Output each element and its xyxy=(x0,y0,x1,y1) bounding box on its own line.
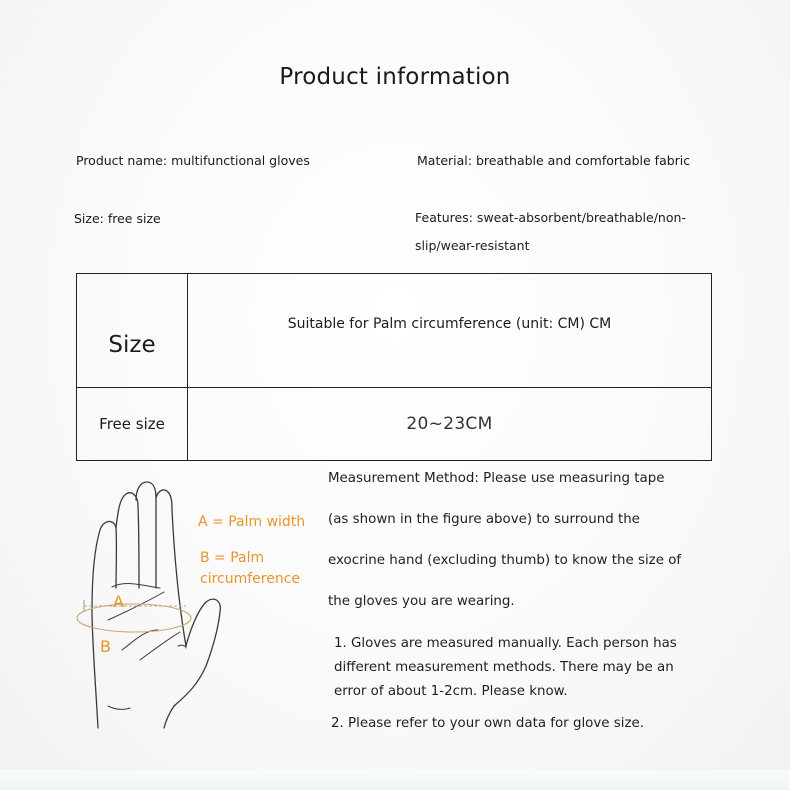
header-circumference-cell: Suitable for Palm circumference (unit: CM) CM xyxy=(188,274,712,388)
measurement-method-text xyxy=(328,458,728,622)
note-1-line: 1. Gloves are measured manually. Each person has xyxy=(334,636,677,651)
bottom-band xyxy=(0,770,790,790)
measurement-line: the gloves you are wearing. xyxy=(328,594,515,609)
label-palm-circumference-2: circumference xyxy=(200,571,301,587)
note-2: 2. Please refer to your own data for glove size. xyxy=(331,716,644,731)
label-palm-circumference-1: B = Palm xyxy=(200,550,265,566)
table-row xyxy=(77,388,712,461)
size-text: Size: free size xyxy=(74,211,161,226)
hand-measurement-diagram xyxy=(70,470,320,730)
marker-a: A xyxy=(113,592,124,611)
features-line-2: slip/wear-resistant xyxy=(415,238,530,253)
label-palm-width: A = Palm width xyxy=(198,514,306,530)
note-1-line: different measurement methods. There may be an xyxy=(334,660,674,675)
measurement-line: Measurement Method: Please use measuring tape xyxy=(328,471,665,486)
material-text: Material: breathable and comfortable fabric xyxy=(417,153,691,168)
note-1 xyxy=(334,632,714,704)
product-name-text: Product name: multifunctional gloves xyxy=(76,153,310,168)
measurement-line: exocrine hand (excluding thumb) to know the size of xyxy=(328,553,682,568)
page-title: Product information xyxy=(279,64,511,90)
size-table-header-row xyxy=(77,274,712,388)
row-circumference-cell: 20~23CM xyxy=(188,388,712,461)
note-1-line: error of about 1-2cm. Please know. xyxy=(334,684,568,699)
measurement-line: (as shown in the figure above) to surround the xyxy=(328,512,640,527)
features-text xyxy=(415,204,715,260)
features-line-1: Features: sweat-absorbent/breathable/non- xyxy=(415,210,686,225)
hand-illustration-icon xyxy=(70,470,320,730)
row-size-cell: Free size xyxy=(77,388,188,461)
size-table xyxy=(76,273,712,461)
marker-b: B xyxy=(100,637,111,656)
header-size-cell: Size xyxy=(77,274,188,388)
